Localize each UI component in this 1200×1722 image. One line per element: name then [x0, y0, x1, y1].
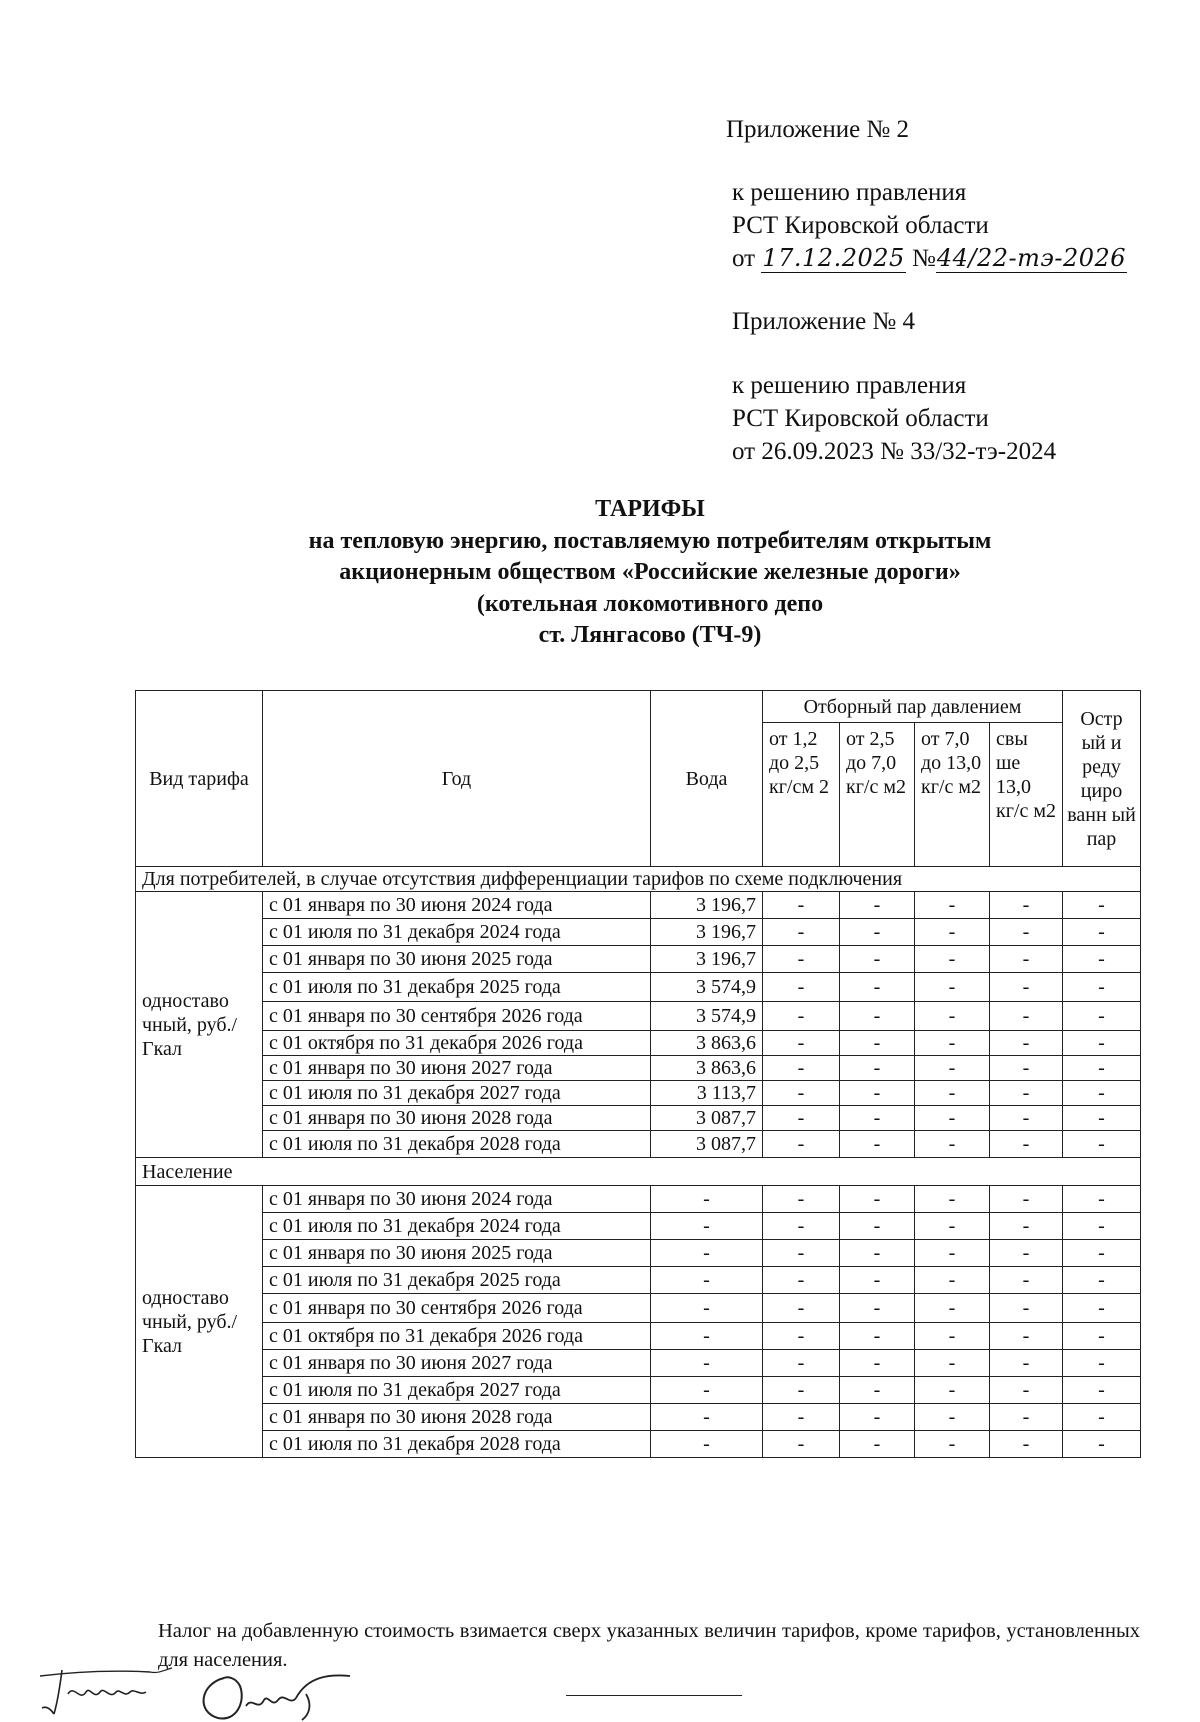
steam-2-cell: -: [840, 1002, 915, 1031]
steam-4-cell: -: [990, 1186, 1063, 1213]
header-steam-3: от 7,0 до 13,0 кг/с м2: [915, 723, 990, 867]
steam-2-cell: -: [840, 1431, 915, 1458]
steam-2-cell: -: [840, 973, 915, 1002]
title-line-2: акционерным обществом «Российские железные дороги»: [339, 559, 961, 585]
steam-3-cell: -: [915, 1131, 990, 1158]
period-cell: с 01 июля по 31 декабря 2027 года: [263, 1081, 651, 1106]
steam-3-cell: -: [915, 1240, 990, 1267]
table-row: [136, 1056, 1141, 1081]
steam-1-cell: -: [763, 1350, 840, 1377]
steam-2-cell: -: [840, 1404, 915, 1431]
period-cell: с 01 января по 30 июня 2028 года: [263, 1106, 651, 1131]
water-cell: -: [651, 1186, 763, 1213]
steam-1-cell: -: [763, 1240, 840, 1267]
steam-1-cell: -: [763, 1186, 840, 1213]
document-title: [140, 494, 1160, 652]
period-cell: с 01 июля по 31 декабря 2028 года: [263, 1431, 651, 1458]
steam-3-cell: -: [915, 1056, 990, 1081]
water-cell: -: [651, 1404, 763, 1431]
steam-3-cell: -: [915, 1002, 990, 1031]
header-steam-group: Отборный пар давлением: [763, 691, 1063, 723]
water-cell: -: [651, 1431, 763, 1458]
steam-2-cell: -: [840, 1081, 915, 1106]
period-cell: с 01 января по 30 июня 2025 года: [263, 1240, 651, 1267]
steam-4-cell: -: [990, 1350, 1063, 1377]
header-year: Год: [263, 691, 651, 867]
water-cell: -: [651, 1213, 763, 1240]
appendix-original-line1: к решению правления: [732, 372, 967, 399]
title-line-4: ст. Лянгасово (ТЧ-9): [538, 622, 762, 648]
table-row: [136, 1186, 1141, 1213]
water-cell: 3 196,7: [651, 946, 763, 973]
table-row: [136, 1031, 1141, 1056]
sharp-steam-cell: -: [1063, 946, 1141, 973]
steam-4-cell: -: [990, 1002, 1063, 1031]
steam-4-cell: -: [990, 1131, 1063, 1158]
steam-4-cell: -: [990, 1377, 1063, 1404]
steam-3-cell: -: [915, 919, 990, 946]
table-row: [136, 1431, 1141, 1458]
header-steam-2: от 2,5 до 7,0 кг/с м2: [840, 723, 915, 867]
table-row: [136, 1131, 1141, 1158]
steam-2-cell: -: [840, 892, 915, 919]
header-row-1: [136, 691, 1141, 723]
steam-3-cell: -: [915, 1106, 990, 1131]
table-row: [136, 946, 1141, 973]
header-steam-4: свы ше 13,0 кг/с м2: [990, 723, 1063, 867]
sharp-steam-cell: -: [1063, 1350, 1141, 1377]
sharp-steam-cell: -: [1063, 1002, 1141, 1031]
steam-4-cell: -: [990, 1031, 1063, 1056]
sharp-steam-cell: -: [1063, 892, 1141, 919]
water-cell: -: [651, 1267, 763, 1294]
steam-4-cell: -: [990, 1267, 1063, 1294]
sharp-steam-cell: -: [1063, 1240, 1141, 1267]
sharp-steam-cell: -: [1063, 1056, 1141, 1081]
table-row: [136, 1267, 1141, 1294]
steam-4-cell: -: [990, 1081, 1063, 1106]
steam-4-cell: -: [990, 1404, 1063, 1431]
sharp-steam-cell: -: [1063, 1377, 1141, 1404]
steam-1-cell: -: [763, 1031, 840, 1056]
water-cell: 3 087,7: [651, 1106, 763, 1131]
period-cell: с 01 января по 30 июня 2027 года: [263, 1350, 651, 1377]
header-steam-1: от 1,2 до 2,5 кг/см 2: [763, 723, 840, 867]
header-water: Вода: [651, 691, 763, 867]
steam-4-cell: -: [990, 1294, 1063, 1323]
water-cell: 3 087,7: [651, 1131, 763, 1158]
period-cell: с 01 января по 30 июня 2027 года: [263, 1056, 651, 1081]
water-cell: 3 196,7: [651, 892, 763, 919]
steam-1-cell: -: [763, 1213, 840, 1240]
table-row: [136, 1323, 1141, 1350]
period-cell: с 01 октября по 31 декабря 2026 года: [263, 1031, 651, 1056]
sharp-steam-cell: -: [1063, 1294, 1141, 1323]
header-sharp-steam: Остр ый и реду циро ванн ый пар: [1063, 691, 1141, 867]
steam-2-cell: -: [840, 1240, 915, 1267]
period-cell: с 01 января по 30 сентября 2026 года: [263, 1294, 651, 1323]
from-prefix: от: [732, 245, 756, 272]
steam-1-cell: -: [763, 1131, 840, 1158]
signature-right: [190, 1672, 360, 1721]
period-cell: с 01 января по 30 июня 2024 года: [263, 892, 651, 919]
steam-1-cell: -: [763, 919, 840, 946]
table-row: [136, 1240, 1141, 1267]
water-cell: 3 574,9: [651, 973, 763, 1002]
steam-1-cell: -: [763, 973, 840, 1002]
steam-4-cell: -: [990, 892, 1063, 919]
sharp-steam-cell: -: [1063, 973, 1141, 1002]
steam-2-cell: -: [840, 1213, 915, 1240]
steam-2-cell: -: [840, 1267, 915, 1294]
steam-1-cell: -: [763, 1294, 840, 1323]
steam-3-cell: -: [915, 1323, 990, 1350]
table-row: [136, 1294, 1141, 1323]
sharp-steam-cell: -: [1063, 1131, 1141, 1158]
sharp-steam-cell: -: [1063, 1267, 1141, 1294]
period-cell: с 01 октября по 31 декабря 2026 года: [263, 1323, 651, 1350]
signature-line: [566, 1695, 742, 1696]
title-heading: ТАРИФЫ: [595, 496, 705, 522]
steam-1-cell: -: [763, 1267, 840, 1294]
steam-3-cell: -: [915, 1031, 990, 1056]
steam-1-cell: -: [763, 1081, 840, 1106]
appendix-current-title: Приложение № 2: [726, 116, 910, 143]
steam-3-cell: -: [915, 946, 990, 973]
appendix-current-line3: [732, 242, 1127, 275]
water-cell: -: [651, 1350, 763, 1377]
appendix-original: [732, 305, 915, 338]
table-row: [136, 1081, 1141, 1106]
water-cell: -: [651, 1240, 763, 1267]
steam-1-cell: -: [763, 946, 840, 973]
tariff-kind: одноставо чный, руб./Гкал: [136, 1186, 263, 1458]
sharp-steam-cell: -: [1063, 1404, 1141, 1431]
steam-3-cell: -: [915, 892, 990, 919]
appendix-current-line2: РСТ Кировской области: [732, 212, 989, 239]
period-cell: с 01 июля по 31 декабря 2024 года: [263, 919, 651, 946]
steam-4-cell: -: [990, 1106, 1063, 1131]
steam-3-cell: -: [915, 1186, 990, 1213]
steam-1-cell: -: [763, 1404, 840, 1431]
table-row: [136, 1106, 1141, 1131]
steam-1-cell: -: [763, 1377, 840, 1404]
number-prefix: №: [912, 245, 936, 272]
steam-4-cell: -: [990, 973, 1063, 1002]
steam-1-cell: -: [763, 892, 840, 919]
sharp-steam-cell: -: [1063, 1031, 1141, 1056]
steam-2-cell: -: [840, 1350, 915, 1377]
sharp-steam-cell: -: [1063, 919, 1141, 946]
steam-4-cell: -: [990, 1323, 1063, 1350]
water-cell: 3 863,6: [651, 1056, 763, 1081]
steam-2-cell: -: [840, 1106, 915, 1131]
steam-3-cell: -: [915, 1404, 990, 1431]
steam-1-cell: -: [763, 1056, 840, 1081]
period-cell: с 01 июля по 31 декабря 2025 года: [263, 973, 651, 1002]
steam-2-cell: -: [840, 1031, 915, 1056]
steam-1-cell: -: [763, 1323, 840, 1350]
steam-3-cell: -: [915, 1350, 990, 1377]
steam-1-cell: -: [763, 1002, 840, 1031]
appendix-original-details: [732, 369, 1056, 468]
title-line-3: (котельная локомотивного депо: [476, 590, 824, 617]
water-cell: 3 196,7: [651, 919, 763, 946]
tariff-table: [135, 690, 1141, 1458]
appendix-current-line1: к решению правления: [732, 179, 967, 206]
sharp-steam-cell: -: [1063, 1213, 1141, 1240]
period-cell: с 01 января по 30 июня 2028 года: [263, 1404, 651, 1431]
period-cell: с 01 января по 30 июня 2025 года: [263, 946, 651, 973]
steam-4-cell: -: [990, 1431, 1063, 1458]
steam-1-cell: -: [763, 1106, 840, 1131]
section-title: Для потребителей, в случае отсутствия дифференциации тарифов по схеме подключения: [136, 867, 1141, 892]
table-row: [136, 1404, 1141, 1431]
appendix-original-title: Приложение № 4: [732, 308, 916, 335]
section-title-row: [136, 867, 1141, 892]
steam-2-cell: -: [840, 1323, 915, 1350]
table-row: [136, 1213, 1141, 1240]
steam-4-cell: -: [990, 946, 1063, 973]
water-cell: -: [651, 1323, 763, 1350]
period-cell: с 01 января по 30 июня 2024 года: [263, 1186, 651, 1213]
water-cell: -: [651, 1377, 763, 1404]
steam-3-cell: -: [915, 1267, 990, 1294]
steam-2-cell: -: [840, 1377, 915, 1404]
handwritten-number: 44/22-тэ-2026: [936, 244, 1127, 272]
appendix-current-details: [732, 176, 1127, 275]
table-row: [136, 892, 1141, 919]
steam-4-cell: -: [990, 1213, 1063, 1240]
table-row: [136, 1377, 1141, 1404]
steam-4-cell: -: [990, 1056, 1063, 1081]
period-cell: с 01 июля по 31 декабря 2024 года: [263, 1213, 651, 1240]
steam-3-cell: -: [915, 1213, 990, 1240]
period-cell: с 01 января по 30 сентября 2026 года: [263, 1002, 651, 1031]
period-cell: с 01 июля по 31 декабря 2027 года: [263, 1377, 651, 1404]
water-cell: 3 863,6: [651, 1031, 763, 1056]
appendix-original-line2: РСТ Кировской области: [732, 405, 989, 432]
header-kind: Вид тарифа: [136, 691, 263, 867]
steam-3-cell: -: [915, 1294, 990, 1323]
table-row: [136, 1002, 1141, 1031]
steam-1-cell: -: [763, 1431, 840, 1458]
period-cell: с 01 июля по 31 декабря 2028 года: [263, 1131, 651, 1158]
sharp-steam-cell: -: [1063, 1431, 1141, 1458]
steam-3-cell: -: [915, 973, 990, 1002]
steam-4-cell: -: [990, 1240, 1063, 1267]
vat-note: Налог на добавленную стоимость взимается сверх указанных величин тарифов, кроме тарифов, установленных для населения.: [158, 1620, 1140, 1671]
steam-2-cell: -: [840, 1186, 915, 1213]
title-line-1: на тепловую энергию, поставляемую потребителям открытым: [308, 527, 992, 554]
steam-2-cell: -: [840, 1294, 915, 1323]
steam-2-cell: -: [840, 1131, 915, 1158]
sharp-steam-cell: -: [1063, 1186, 1141, 1213]
steam-4-cell: -: [990, 919, 1063, 946]
steam-2-cell: -: [840, 946, 915, 973]
section-title-row: [136, 1158, 1141, 1186]
steam-3-cell: -: [915, 1431, 990, 1458]
sharp-steam-cell: -: [1063, 1323, 1141, 1350]
table-row: [136, 919, 1141, 946]
appendix-current: [726, 113, 909, 146]
table-row: [136, 973, 1141, 1002]
signature-left: [32, 1662, 182, 1722]
steam-2-cell: -: [840, 919, 915, 946]
section-title: Население: [136, 1158, 1141, 1186]
period-cell: с 01 июля по 31 декабря 2025 года: [263, 1267, 651, 1294]
water-cell: 3 113,7: [651, 1081, 763, 1106]
steam-3-cell: -: [915, 1377, 990, 1404]
handwritten-date: 17.12.2025: [762, 244, 905, 272]
table-row: [136, 1350, 1141, 1377]
sharp-steam-cell: -: [1063, 1106, 1141, 1131]
appendix-original-line3: от 26.09.2023 № 33/32-тэ-2024: [732, 438, 1057, 465]
steam-3-cell: -: [915, 1081, 990, 1106]
water-cell: -: [651, 1294, 763, 1323]
sharp-steam-cell: -: [1063, 1081, 1141, 1106]
tariff-kind: одноставо чный, руб./Гкал: [136, 892, 263, 1158]
water-cell: 3 574,9: [651, 1002, 763, 1031]
steam-2-cell: -: [840, 1056, 915, 1081]
